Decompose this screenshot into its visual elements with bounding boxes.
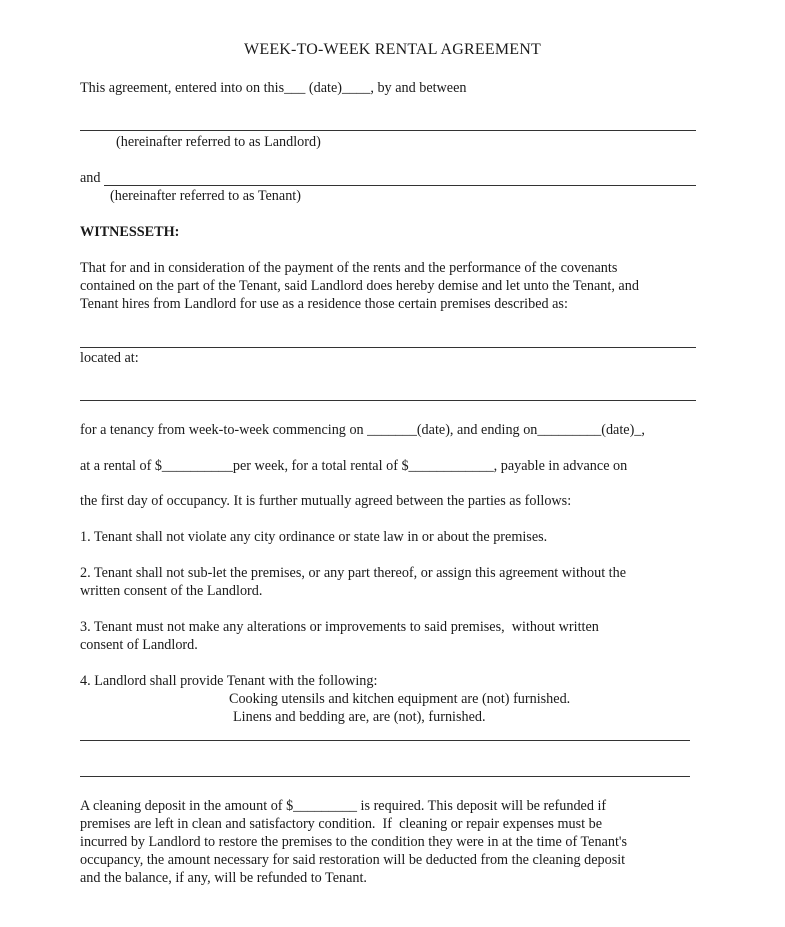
consideration-line-1: That for and in consideration of the payment of the rents and the performance of the covenants: [80, 260, 618, 276]
and-label: and: [80, 170, 101, 186]
provision-cooking: Cooking utensils and kitchen equipment are (not) furnished.: [229, 691, 571, 707]
consideration-line-3: Tenant hires from Landlord for use as a residence those certain premises described as:: [80, 296, 568, 312]
intro-line: This agreement, entered into on this___ (date)____, by and between: [80, 80, 467, 96]
clause-3-line-1: 3. Tenant must not make any alterations or improvements to said premises, without written: [80, 619, 599, 635]
first-day-line: the first day of occupancy. It is further mutually agreed between the parties as follows:: [80, 493, 572, 509]
deposit-line-3: incurred by Landlord to restore the premises to the condition they were in at the time of Tenant's: [80, 834, 627, 850]
clause-1: 1. Tenant shall not violate any city ordinance or state law in or about the premises.: [80, 529, 548, 545]
provision-linens: Linens and bedding are, are (not), furnished.: [233, 709, 486, 725]
tenancy-line: for a tenancy from week-to-week commencing on _______(date), and ending on_________(date)_,: [80, 422, 645, 438]
located-at-label: located at:: [80, 350, 139, 366]
location-line: [80, 400, 696, 401]
tenant-label: (hereinafter referred to as Tenant): [110, 188, 301, 204]
clause-3-line-2: consent of Landlord.: [80, 637, 198, 653]
deposit-line-4: occupancy, the amount necessary for said restoration will be deducted from the cleaning deposit: [80, 852, 626, 868]
tenant-name-line: [104, 185, 696, 186]
clause-2-line-1: 2. Tenant shall not sub-let the premises, or any part thereof, or assign this agreement without the: [80, 565, 627, 581]
rental-line: at a rental of $__________per week, for a total rental of $____________, payable in advance on: [80, 458, 628, 474]
clause-2-line-2: written consent of the Landlord.: [80, 583, 263, 599]
provision-blank-line-2: [80, 776, 690, 777]
landlord-label: (hereinafter referred to as Landlord): [116, 134, 321, 150]
deposit-line-2: premises are left in clean and satisfactory condition. If cleaning or repair expenses must be: [80, 816, 602, 832]
deposit-line-1: A cleaning deposit in the amount of $_________ is required. This deposit will be refunded if: [80, 798, 607, 814]
landlord-name-line: [80, 130, 696, 131]
premises-description-line: [80, 347, 696, 348]
clause-4: 4. Landlord shall provide Tenant with the following:: [80, 673, 378, 689]
consideration-line-2: contained on the part of the Tenant, said Landlord does hereby demise and let unto the Tenant, and: [80, 278, 639, 294]
provision-blank-line-1: [80, 740, 690, 741]
witnesseth-heading: WITNESSETH:: [80, 224, 180, 240]
document-title: WEEK-TO-WEEK RENTAL AGREEMENT: [244, 41, 541, 58]
deposit-line-5: and the balance, if any, will be refunded to Tenant.: [80, 870, 367, 886]
